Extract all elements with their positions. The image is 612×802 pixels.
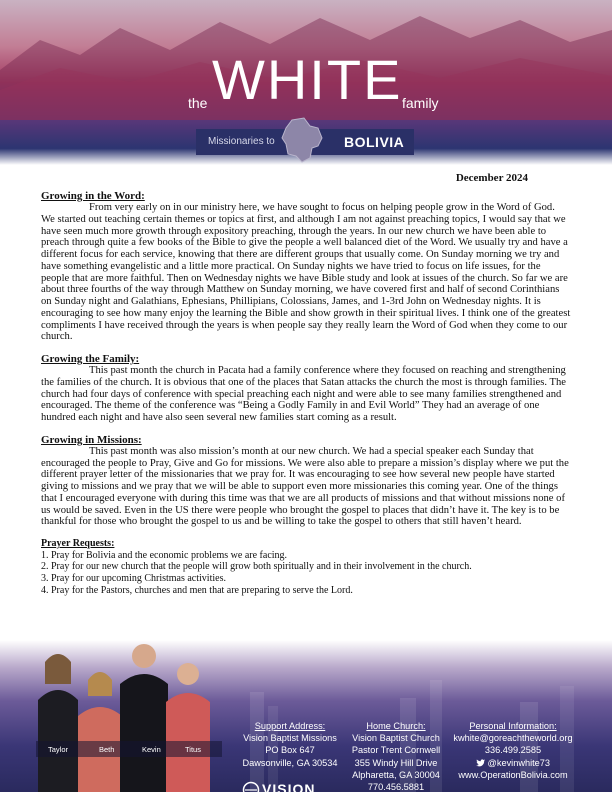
family-name-label: Beth (99, 745, 115, 754)
support-address-block (230, 720, 350, 769)
family-photo (20, 640, 230, 792)
section-heading: Growing the Family: (41, 353, 140, 365)
vision-logo-text: VISION (262, 781, 316, 797)
section-paragraph: From very early on in our ministry here, we have sought to focus on helping people grow in the Word of God. We started out teaching certain themes or topics at first, and although I am not against preaching topics, I would say that we have seen much more growth through expository preaching, through the years. In our new church we have been able to preach through quite a few books of the Bible to give the people a well balanced diet of the Word. We usually try and have a different focus for each service, knowing that there are different groups that usually come. On Sunday morning we try and have something evangelistic and a little more practical. On Sunday nights we have tried to focus on life issues, for the people that are more faithful. Then on Wednesday nights we have Bible study and look at issues of the church. So far we are about three fourths of the way through Matthew on Sunday morning, we have covered first and half of second Corinthians on Sunday night and Galathians, Ephesians, Phillipians, Colossians, James, and 1-3rd John on Wednesday nights. It is encouraging to see how many enjoy the learning the Bible and show growth in their spiritual lives. I think one of the greatest compliments I have received through the years is when people say they really learn the Word of God when they come to our church. (41, 202, 571, 343)
title-white: WHITE (212, 48, 403, 111)
family-name-label: Kevin (142, 745, 161, 754)
family-name-label: Taylor (48, 745, 69, 754)
twitter-bird-icon (476, 759, 485, 767)
personal-heading: Personal Information: (469, 721, 557, 731)
footer-banner (0, 640, 612, 802)
bolivia-map-icon (278, 116, 326, 164)
home-church-line: Alpharetta, GA 30004 (352, 769, 440, 780)
country-name: BOLIVIA (344, 134, 405, 150)
section-heading: Growing in Missions: (41, 433, 142, 446)
section-paragraph: This past month was also mission’s month at our new church. We had a special speaker each Sunday that encouraged the people to Pray, Give and Go for missions. We were also able to prepare a mission’s display where we put the different prayer letter of the missionaries that we pray for. It was encouraging to see how several new people have started giving to missions and we pray that we will be able to support even more missionaries this coming year. One of the things that I encouraged everyone with during this time was that we are all products of missions and that without missions none of us would be saved. Even in the US there were people who brought the gospel to places that didn’t have it. The key is to be thankful for those who brought the gospel to us and be willing to take the gospel to others that still haven’t heard. (41, 445, 569, 528)
prayer-item: 3. Pray for our upcoming Christmas activities. (41, 572, 226, 584)
home-church-line: 770.456.5881 (367, 782, 425, 793)
support-line: Vision Baptist Missions (243, 733, 337, 744)
header-banner (0, 0, 612, 165)
home-church-line: 355 Windy Hill Drive (354, 757, 438, 768)
section-heading: Growing in the Word: (41, 190, 145, 202)
support-heading: Support Address: (254, 721, 326, 731)
prayer-item: 1. Pray for Bolivia and the economic problems we are facing. (41, 549, 288, 561)
email-link[interactable]: kwhite@goreachtheworld.org (453, 733, 573, 744)
title-the: the (188, 95, 208, 111)
prayer-requests-heading: Prayer Requests: (41, 538, 115, 549)
personal-info-block (444, 720, 582, 781)
home-church-line: Vision Baptist Church (352, 733, 440, 744)
missionaries-to-label: Missionaries to (208, 136, 275, 147)
home-church-block (342, 720, 450, 793)
home-church-heading: Home Church: (366, 721, 426, 731)
twitter-handle: @kevinwhite73 (487, 757, 550, 768)
family-name-label: Titus (185, 745, 201, 754)
prayer-item: 4. Pray for the Pastors, churches and men that are preparing to serve the Lord. (41, 584, 353, 596)
support-line: Dawsonville, GA 30534 (242, 757, 338, 768)
twitter-line[interactable] (444, 757, 582, 769)
letter-body (41, 190, 571, 596)
home-church-line: Pastor Trent Cornwell (351, 745, 441, 756)
prayer-list (41, 550, 571, 596)
title-family: family (402, 95, 439, 111)
letter-date: December 2024 (455, 172, 528, 184)
vision-logo-subtext: BAPTIST CHURCH (278, 796, 336, 802)
support-line: PO Box 647 (265, 745, 315, 756)
website-link[interactable]: www.OperationBolivia.com (458, 769, 568, 780)
vision-logo-icon (242, 781, 260, 799)
phone-number: 336.499.2585 (484, 745, 542, 756)
prayer-item: 2. Pray for our new church that the people will grow both spiritually and in their involvement in the church. (41, 561, 472, 573)
section-paragraph: This past month the church in Pacata had a family conference where they focused on reaching and strengthening the families of the church. It is obvious that one of the places that Satan attacks the church the most is through families. The church had four days of conference with special preaching each night and were able to see many families strengthened and encouraged. The theme of the conference was “Being a Godly Family in and Evil World” They had an average of one hundred each night and have also seen several new families start coming as a result. (41, 365, 566, 423)
